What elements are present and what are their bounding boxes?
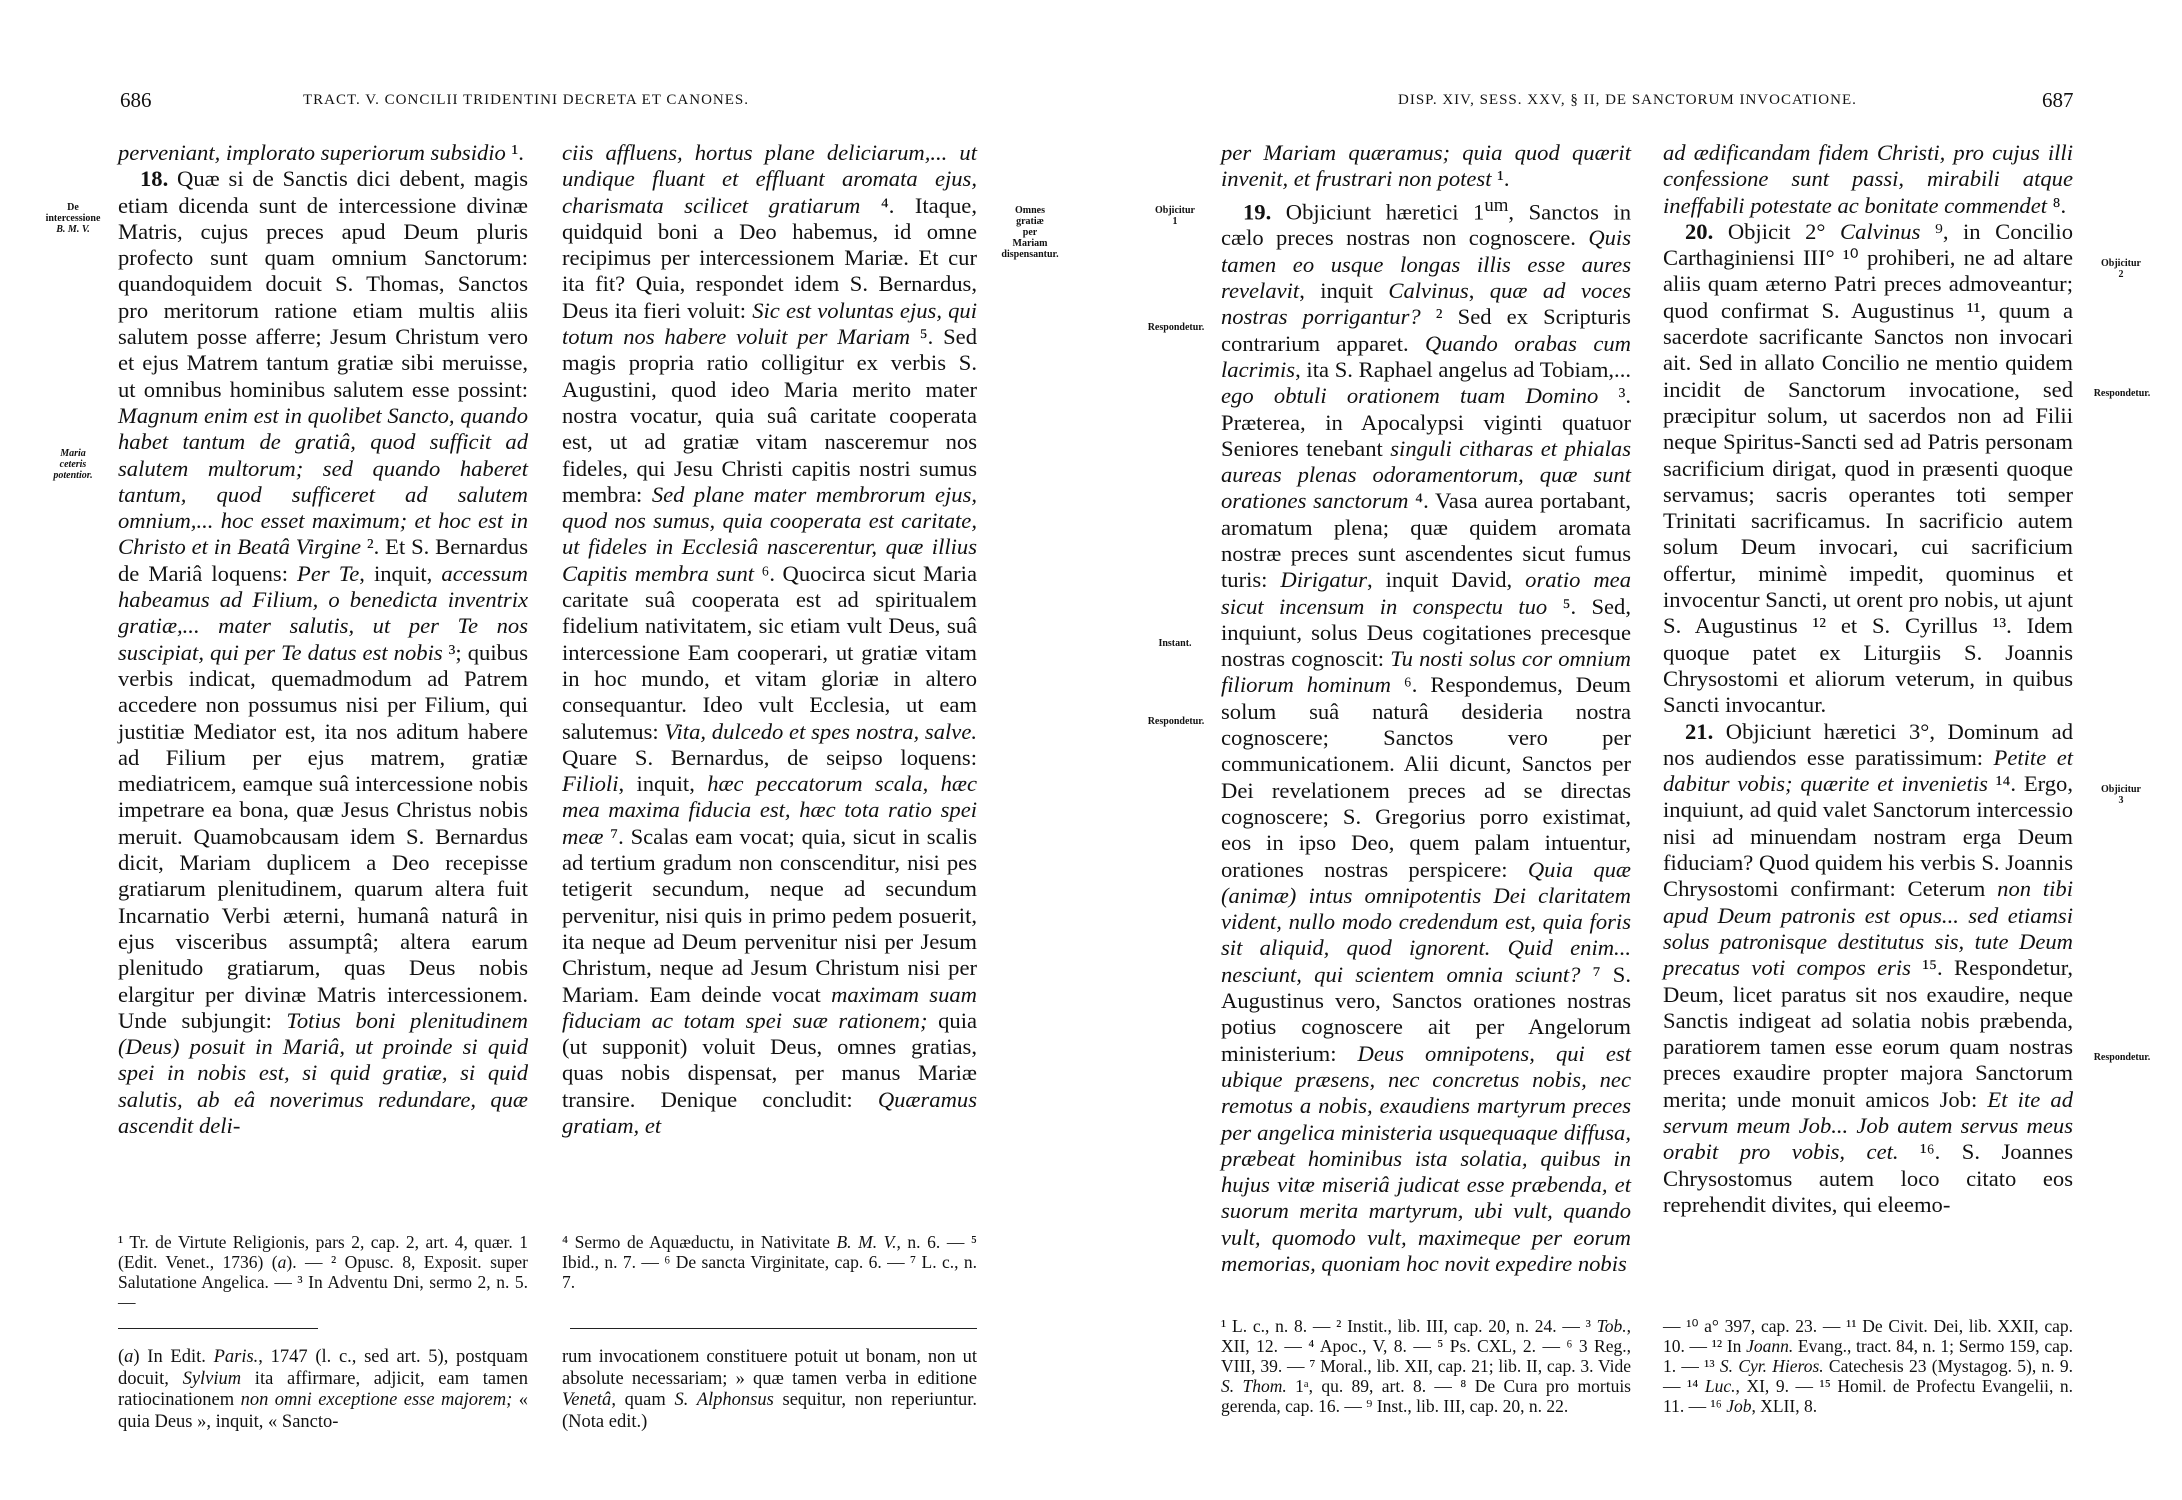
margin-note: Respondetur. [1147,716,1205,727]
margin-note: Instant. [1158,638,1192,649]
page-number: 686 [120,88,152,112]
margin-note: Objicitur 3 [2101,784,2141,806]
footnotes-left: ¹ Tr. de Virtute Religionis, pars 2, cap. 2, art. 4, quær. 1 (Edit. Venet., 1736) (a). — ² Opusc. 8, Exposit. super Salutatione Angelica. — ³ In Adventu Dni, sermo 2, n. 5. — [118,1232,528,1312]
right-page [1091,0,2182,1500]
editor-note-right: rum invocationem constituere potuit ut bonam, non ut absolute necessariam; » quæ tamen verba in editione Venetâ, quam S. Alphonsus sequitur, non reperiuntur. (Nota edit.) [562,1347,977,1432]
text-column-right: ciis affluens, hortus plane deliciarum,... ut undique fluant et effluant aromata ejus, charismata scilicet gratiarum ⁴. Itaque, quidquid boni a Deo habemus, id omne recipimus per intercessionem Mariæ. Et cur ita fit? Quia, respondet idem S. Bernardus, Deus ita fieri voluit: Sic est voluntas ejus, qui totum nos habere voluit per Mariam ⁵. Sed magis propria ratio colligitur ex verbis S. Augustini, quod ideo Maria merito mater nostra vocatur, quia suâ caritate cooperata est, ut ad gratiæ vitam nasceremur nos fideles, qui Jesu Christi capitis nostri sumus membra: Sed plane mater membrorum ejus, quod nos sumus, quia cooperata est caritate, ut fideles in Ecclesiâ nascerentur, quæ illius Capitis membra sunt ⁶. Quocirca sicut Maria caritate suâ cooperata est ad spiritualem fidelium nativitatem, sic etiam vult Deus, suâ intercessione Eam cooperari, ut gratiæ vitam in hoc mundo, et vitam gloriæ in altero consequantur. Ideo vult Ecclesia, ut eam salutemus: Vita, dulcedo et spes nostra, salve. Quare S. Bernardus, de seipso loquens: Filioli, inquit, hæc peccatorum scala, hæc mea maxima fiducia est, hæc tota ratio spei meæ ⁷. Scalas eam vocat; quia, sicut in scalis ad tertium gradum non conscenditur, nisi pes tetigerit secundum, neque ad secundum pervenitur, nisi quis in primo pedem posuerit, ita neque ad Deum pervenitur nisi per Jesum Christum, neque ad Jesum Christum nisi per Mariam. Eam deinde vocat maximam suam fiduciam ac totam spei suæ rationem; quia (ut supponit) voluit Deus, omnes gratias, quas nobis dispensat, per manus Mariæ transire. Denique concludit: Quæramus gratiam, et [562,140,978,1138]
text-column-right: ad ædificandam fidem Christi, pro cujus illi confessione sunt passi, mirabili atque ineffabili potestate ac bonitate commendet ⁸. 20. Objicit 2° Calvinus ⁹, in Concilio Carthaginiensi III° ¹⁰ prohiberi, ne ad altare aliis quam æterno Patri preces admoveantur; quod confirmat S. Augustinus ¹¹, quum a sacerdote sacrificante Sanctos non invocari ait. Sed in allato Concilio ne mentio quidem incidit de Sanctorum invocatione, sed præcipitur solum, ut sacerdos non ad Filii neque Spiritus-Sancti sed ad Patris personam sacrificium dirigat, quod in præsenti quoque servamus; sacris operantes toti semper Trinitati sacrificamus. In sacrificio autem solum Deum invocari, cui sacrificium offertur, minimè impedit, quominus et invocentur Sancti, ut orent pro nobis, ut ajunt S. Augustinus ¹² et S. Cyrillus ¹³. Idem quoque patet ex Liturgiis S. Joannis Chrysostomi et aliorum veterum, in quibus Sancti invocantur. 21. Objiciunt hæretici 3°, Dominum ad nos audiendos esse paratissimum: Petite et dabitur vobis; quærite et invenietis ¹⁴. Ergo, inquiunt, ad quid valet Sanctorum intercessio nisi ad minuendam nostram erga Deum fiduciam? Quod quidem his verbis S. Joannis Chrysostomi confirmant: Ceterum non tibi apud Deum patronis est opus... sed etiamsi solus patronisque destitutus sis, tute Deum precatus voti compos eris ¹⁵. Respondetur, Deum, licet paratus sit nos exaudire, neque Sanctis indigeat ad solatia nobis præbenda, paratiorem tamen esse eorum quam nostras preces exaudire propter majora Sanctorum merita; unde monuit amicos Job: Et ite ad servum meum Job... Job autem servus meus orabit pro vobis, cet. ¹⁶. S. Joannes Chrysostomus autem loco citato eos reprehendit divites, qui eleemo- [1663,140,2074,1217]
margin-note: Objicitur 1 [1155,205,1195,227]
footnotes-left-2: ⁴ Sermo de Aquæductu, in Nativitate B. M. V., n. 6. — ⁵ Ibid., n. 7. — ⁶ De sancta Virginitate, cap. 6. — ⁷ L. c., n. 7. [562,1232,977,1292]
editor-note-left: (a) In Edit. Paris., 1747 (l. c., sed art. 5), postquam docuit, Sylvium ita affirmare, adjicit, eam tamen ratiocinationem non omni exceptione esse majorem; « quia Deus », inquit, « Sancto- [118,1347,529,1432]
page-number: 687 [2042,88,2074,112]
footnotes-right: — ¹⁰ a° 397, cap. 23. — ¹¹ De Civit. Dei, lib. XXII, cap. 10. — ¹² In Joann. Evang., tract. 84, n. 1; Sermo 159, cap. 1. — ¹³ S. Cyr. Hieros. Catechesis 23 (Mystagog. 5), n. 9. — ¹⁴ Luc., XI, 9. — ¹⁵ Homil. de Profectu Evangelii, n. 11. — ¹⁶ Job, XLII, 8. [1663,1316,2073,1416]
margin-note: Respondetur. [2093,1052,2151,1063]
margin-note: Respondetur. [1147,322,1205,333]
running-head: TRACT. V. CONCILII TRIDENTINI DECRETA ET CANONES. [303,92,749,108]
margin-note: Respondetur. [2093,388,2151,399]
margin-note: Objicitur 2 [2101,258,2141,280]
running-head: DISP. XIV, SESS. XXV, § II, DE SANCTORUM INVOCATIONE. [1398,92,1857,108]
note-divider [118,1328,318,1329]
note-divider [570,1328,977,1329]
text-column-left: per Mariam quæramus; quia quod quærit invenit, et frustrari non potest ¹. 19. Objiciunt hæretici $1^{um}$, Sanctos in cælo preces nostras non cognoscere. Quis tamen eo usque longas illis esse aures revelavit, inquit Calvinus, quæ ad voces nostras porrigantur? ² Sed ex Scripturis contrarium apparet. Quando orabas cum lacrimis, ita S. Raphael angelus ad Tobiam,... ego obtuli orationem tuam Domino ³. Præterea, in Apocalypsi viginti quatuor Seniores tenebant singuli citharas et phialas aureas plenas odoramentorum, quæ sunt orationes sanctorum ⁴. Vasa aurea portabant, aromatum plena; quæ quidem aromata nostræ preces sunt ascendentes sicut fumus turis: Dirigatur, inquit David, oratio mea sicut incensum in conspectu tuo ⁵. Sed, inquiunt, solus Deus cogitationes precesque nostras cognoscit: Tu nosti solus cor omnium filiorum hominum ⁶. Respondemus, Deum solum suâ naturâ desideria nostra cognoscere; Sanctos vero per communicationem. Alii dicunt, Sanctos per Dei revelationem preces ad se directas cognoscere; S. Gregorius porro existimat, eos in ipso Deo, quem palam intuentur, orationes nostras perspicere: Quia quæ (animæ) intus omnipotentis Dei claritatem vident, nullo modo credendum est, quia foris sit aliquid, quod ignorent. Quid enim... nesciunt, qui scientem omnia sciunt? ⁷ S. Augustinus vero, Sanctos orationes nostras potius cognoscere ait per Angelorum ministerium: Deus omnipotens, qui est ubique præsens, nec concretus nobis, nec remotus a nobis, exaudiens martyrum preces per angelica ministeria usquequaque diffusa, præbeat hominibus ista solatia, quibus in hujus vitæ miseriâ judicat esse præbenda, et suorum merita martyrum, ubi vult, quando vult, quomodo vult, maximeque per eorum memorias, quoniam hoc novit expedire nobis [1221,140,1632,1276]
margin-note: De intercessione B. M. V. [45,202,101,235]
footnotes-left: ¹ L. c., n. 8. — ² Instit., lib. III, cap. 20, n. 24. — ³ Tob., XII, 12. — ⁴ Apoc., V, 8. — ⁵ Ps. CXL, 2. — ⁶ 3 Reg., VIII, 39. — ⁷ Moral., lib. XII, cap. 21; lib. II, cap. 3. Vide S. Thom. 1ᵃ, qu. 89, art. 8. — ⁸ De Cura pro mortuis gerenda, cap. 16. — ⁹ Inst., lib. III, cap. 20, n. 22. [1221,1316,1631,1416]
margin-note: Maria ceteris potentior. [53,448,93,481]
text-column-left: perveniant, implorato superiorum subsidio ¹. 18. Quæ si de Sanctis dici debent, magis etiam dicenda sunt de intercessione divinæ Matris, cujus preces apud Deum pluris profecto sunt quam omnium Sanctorum: quandoquidem docuit S. Thomas, Sanctos pro meritorum ratione etiam multis aliis salutem posse afferre; Jesum Christum vero et ejus Matrem tantum gratiæ sibi meruisse, ut omnibus hominibus salutem esse possint: Magnum enim est in quolibet Sancto, quando habet tantum de gratiâ, quod sufficit ad salutem multorum; sed quando haberet tantum, quod sufficeret ad salutem omnium,... hoc esset maximum; et hoc est in Christo et in Beatâ Virgine ². Et S. Bernardus de Mariâ loquens: Per Te, inquit, accessum habeamus ad Filium, o benedicta inventrix gratiæ,... mater salutis, ut per Te nos suscipiat, qui per Te datus est nobis ³; quibus verbis indicat, quemadmodum ad Patrem accedere non possumus nisi per Filium, qui justitiæ Mediator est, ita nos aditum habere ad Filium per ejus matrem, gratiæ mediatricem, eamque suâ intercessione nobis impetrare ea bona, quæ Jesus Christus nobis meruit. Quamobcausam idem S. Bernardus dicit, Mariam duplicem a Deo recepisse gratiarum plenitudinem, quarum altera fuit Incarnatio Verbi æterni, humanâ naturâ in ejus visceribus assumptâ; altera earum plenitudo gratiarum, quas Deus nobis elargitur per divinæ Matris intercessionem. Unde subjungit: Totius boni plenitudinem (Deus) posuit in Mariâ, ut proinde si quid spei in nobis est, si quid gratiæ, si quid salutis, ab eâ noverimus redundare, quæ ascendit deli- [118,140,528,1138]
margin-note: Omnes gratiæ per Mariam dispensantur. [1001,205,1059,260]
